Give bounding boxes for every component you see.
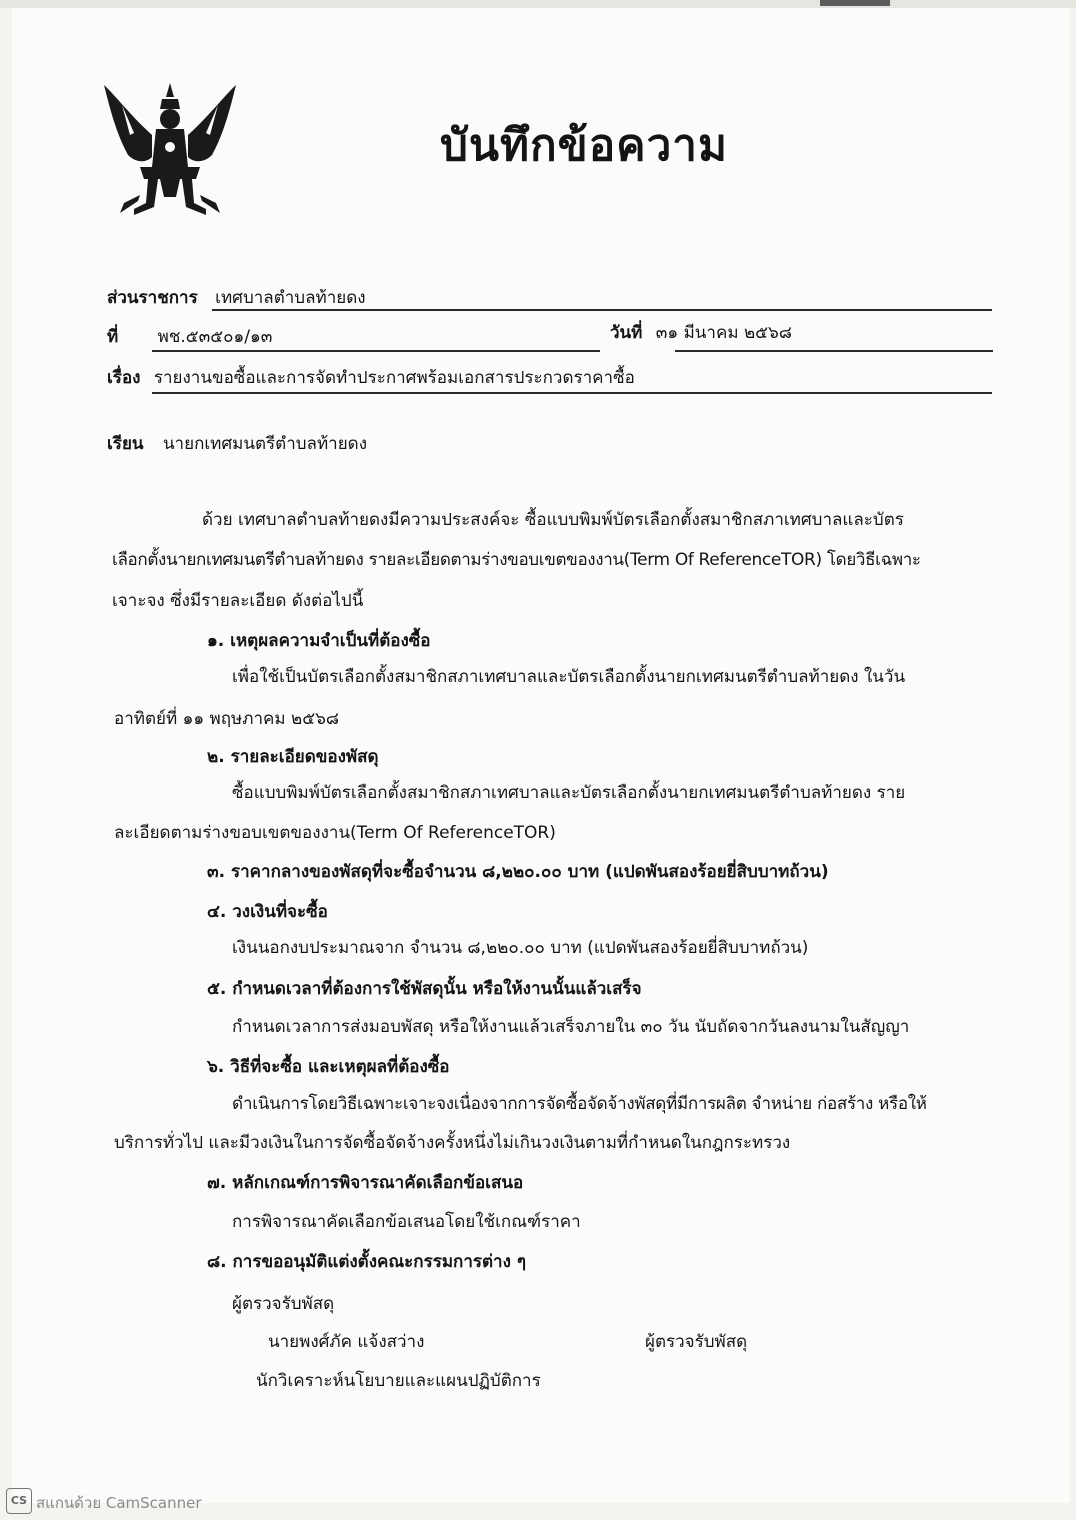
section-7-heading: ๗. หลักเกณฑ์การพิจารณาคัดเลือกข้อเสนอ bbox=[207, 1173, 524, 1193]
salutation-value: นายกเทศมนตรีตำบลท้ายดง bbox=[162, 434, 368, 454]
section-5-text: กำหนดเวลาการส่งมอบพัสดุ หรือให้งานแล้วเสร็จภายใน ๓๐ วัน นับถัดจากวันลงนามในสัญญา bbox=[232, 1017, 910, 1037]
agency-underline bbox=[212, 309, 992, 311]
date-value: ๓๑ มีนาคม ๒๕๖๘ bbox=[655, 323, 792, 343]
camscanner-logo-icon: CS bbox=[6, 1488, 32, 1514]
subject-label: เรื่อง bbox=[107, 368, 141, 388]
subject-underline bbox=[152, 392, 992, 394]
section-4-text: เงินนอกงบประมาณจาก จำนวน ๘,๒๒๐.๐๐ บาท (แปดพันสองร้อยยี่สิบบาทถ้วน) bbox=[232, 938, 809, 958]
section-5-heading: ๕. กำหนดเวลาที่ต้องการใช้พัสดุนั้น หรือให้งานนั้นแล้วเสร็จ bbox=[207, 979, 642, 999]
section-6-line-2: บริการทั่วไป และมีวงเงินในการจัดซื้อจัดจ้างครั้งหนึ่งไม่เกินวงเงินตามที่กำหนดในกฎกระทรวง bbox=[114, 1133, 791, 1153]
section-7-text: การพิจารณาคัดเลือกข้อเสนอโดยใช้เกณฑ์ราคา bbox=[232, 1212, 581, 1232]
scan-edge bbox=[0, 0, 1076, 8]
agency-row bbox=[107, 284, 366, 311]
section-2-heading: ๒. รายละเอียดของพัสดุ bbox=[207, 747, 379, 767]
subject-value: รายงานขอซื้อและการจัดทำประกาศพร้อมเอกสารประกวดราคาซื้อ bbox=[153, 368, 635, 388]
section-8-role-right: ผู้ตรวจรับพัสดุ bbox=[645, 1332, 748, 1352]
scan-edge-mark bbox=[820, 0, 890, 6]
agency-label: ส่วนราชการ bbox=[107, 288, 198, 308]
section-8-heading: ๘. การขออนุมัติแต่งตั้งคณะกรรมการต่าง ๆ bbox=[207, 1252, 526, 1272]
garuda-emblem-icon bbox=[100, 75, 240, 230]
memo-title: บันทึกข้อความ bbox=[440, 120, 729, 171]
memo-page bbox=[12, 8, 1070, 1503]
date-underline bbox=[675, 350, 993, 352]
section-8-name: นายพงศ์ภัค แจ้งสว่าง bbox=[268, 1332, 425, 1352]
ref-underline bbox=[152, 350, 600, 352]
section-1-line-1: เพื่อใช้เป็นบัตรเลือกตั้งสมาชิกสภาเทศบาลและบัตรเลือกตั้งนายกเทศมนตรีตำบลท้ายดง ในวัน bbox=[232, 667, 906, 687]
camscanner-watermark: สแกนด้วย CamScanner bbox=[36, 1494, 202, 1512]
section-6-heading: ๖. วิธีที่จะซื้อ และเหตุผลที่ต้องซื้อ bbox=[207, 1057, 450, 1077]
section-8-position: นักวิเคราะห์นโยบายและแผนปฏิบัติการ bbox=[256, 1371, 541, 1391]
intro-line-3: เจาะจง ซึ่งมีรายละเอียด ดังต่อไปนี้ bbox=[112, 591, 364, 611]
section-3-heading: ๓. ราคากลางของพัสดุที่จะซื้อจำนวน ๘,๒๒๐.๐๐ บาท (แปดพันสองร้อยยี่สิบบาทถ้วน) bbox=[207, 862, 829, 882]
ref-row bbox=[107, 323, 272, 350]
ref-label: ที่ bbox=[107, 327, 119, 347]
section-8-role: ผู้ตรวจรับพัสดุ bbox=[232, 1294, 335, 1314]
intro-line-2: เลือกตั้งนายกเทศมนตรีตำบลท้ายดง รายละเอียดตามร่างขอบเขตของงาน(Term Of ReferenceTOR) โดยวิธีเฉพาะ bbox=[112, 550, 921, 570]
section-2-line-2: ละเอียดตามร่างขอบเขตของงาน(Term Of ReferenceTOR) bbox=[114, 823, 556, 843]
date-row bbox=[610, 319, 792, 346]
section-4-heading: ๔. วงเงินที่จะซื้อ bbox=[207, 902, 328, 922]
date-label: วันที่ bbox=[610, 323, 643, 343]
ref-value: พช.๕๓๕๐๑/๑๓ bbox=[157, 327, 273, 347]
salutation-label: เรียน bbox=[107, 434, 144, 454]
subject-row bbox=[107, 364, 635, 391]
section-1-line-2: อาทิตย์ที่ ๑๑ พฤษภาคม ๒๕๖๘ bbox=[114, 709, 339, 729]
intro-line-1: ด้วย เทศบาลตำบลท้ายดงมีความประสงค์จะ ซื้อแบบพิมพ์บัตรเลือกตั้งสมาชิกสภาเทศบาลและบัตร bbox=[202, 510, 904, 530]
agency-value: เทศบาลตำบลท้ายดง bbox=[215, 288, 366, 308]
section-2-line-1: ซื้อแบบพิมพ์บัตรเลือกตั้งสมาชิกสภาเทศบาลและบัตรเลือกตั้งนายกเทศมนตรีตำบลท้ายดง ราย bbox=[232, 783, 906, 803]
section-6-line-1: ดำเนินการโดยวิธีเฉพาะเจาะจงเนื่องจากการจัดซื้อจัดจ้างพัสดุที่มีการผลิต จำหน่าย ก่อสร้าง หรือให้ bbox=[232, 1094, 927, 1114]
salutation-row bbox=[107, 430, 367, 457]
section-1-heading: ๑. เหตุผลความจำเป็นที่ต้องซื้อ bbox=[207, 631, 431, 651]
